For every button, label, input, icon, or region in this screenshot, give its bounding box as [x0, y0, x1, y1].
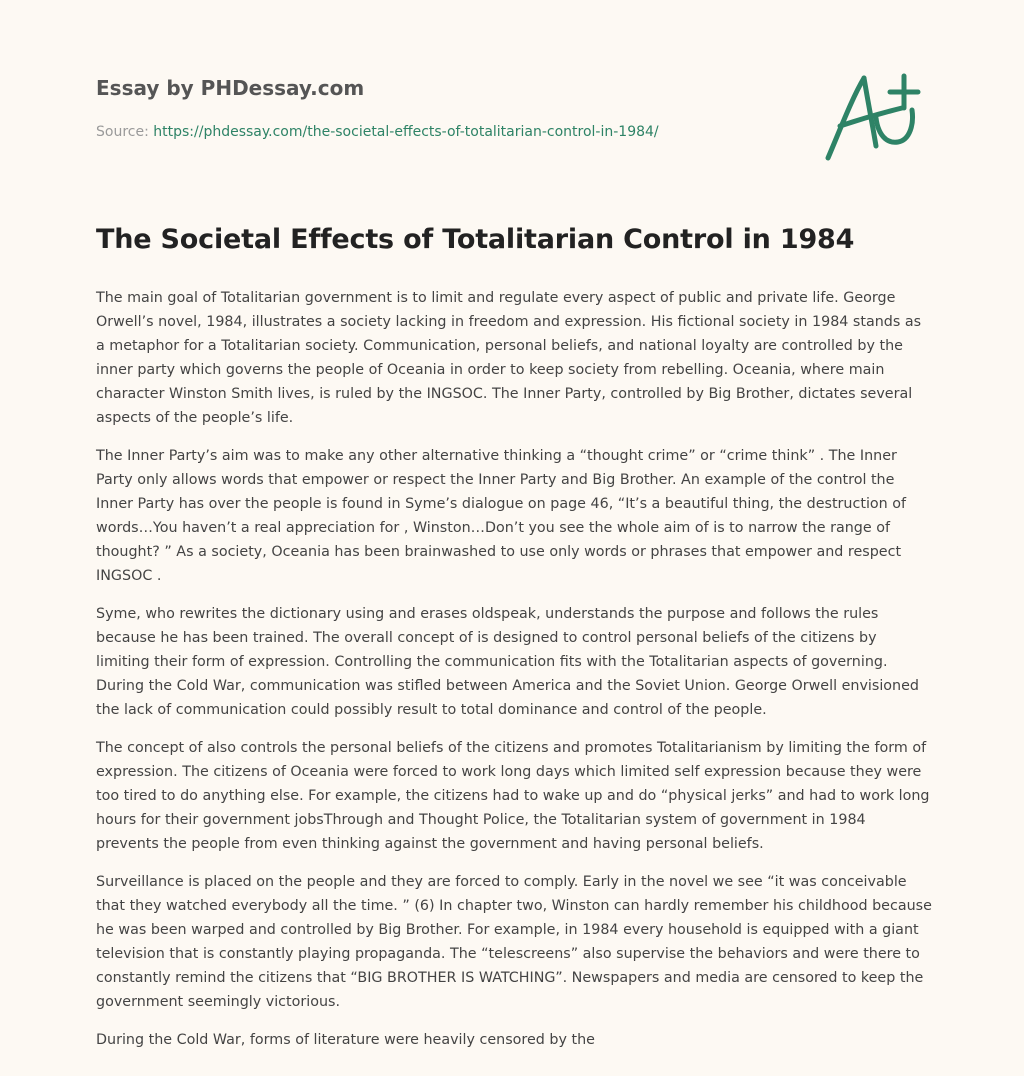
source-line — [96, 124, 659, 140]
essay-paragraph: The Inner Party’s aim was to make any other alternative thinking a “thought crime” or “crime think” . The Inner Party only allows words that empower or respect the Inner Party and Big Brother. An example of the control the Inner Party has over the people is found in Syme’s dialogue on page 46, “It’s a beautiful thing, the destruction of words…You haven’t a real appreciation for , Winston…Don’t you see the whole aim of is to narrow the range of thought? ” As a society, Oceania has been brainwashed to use only words or phrases that empower and respect INGSOC . — [96, 448, 907, 584]
source-label: Source: — [96, 124, 149, 140]
essay-paragraph: During the Cold War, forms of literature were heavily censored by the — [96, 1032, 595, 1048]
essay-paragraph: The main goal of Totalitarian government is to limit and regulate every aspect of public and private life. George Orwell’s novel, 1984, illustrates a society lacking in freedom and expression. His fictional society in 1984 stands as a metaphor for a Totalitarian society. Communication, personal beliefs, and national loyalty are controlled by the inner party which governs the people of Oceania in order to keep society from rebelling. Oceania, where main character Winston Smith lives, is ruled by the INGSOC. The Inner Party, controlled by Big Brother, dictates several aspects of the people’s life. — [96, 290, 922, 426]
essay-body — [96, 286, 932, 1066]
source-link[interactable]: https://phdessay.com/the-societal-effects-of-totalitarian-control-in-1984/ — [153, 124, 659, 140]
a-plus-grade-icon — [818, 64, 930, 168]
essay-title: The Societal Effects of Totalitarian Control in 1984 — [96, 224, 855, 255]
essay-paragraph: Syme, who rewrites the dictionary using and erases oldspeak, understands the purpose and follows the rules because he has been trained. The overall concept of is designed to control personal beliefs of the citizens by limiting their form of expression. Controlling the communication fits with the Totalitarian aspects of governing. During the Cold War, communication was stifled between America and the Soviet Union. George Orwell envisioned the lack of communication could possibly result to total dominance and control of the people. — [96, 606, 919, 718]
a-plus-logo — [818, 64, 930, 168]
site-brand: Essay by PHDessay.com — [96, 76, 365, 100]
essay-paragraph: The concept of also controls the personal beliefs of the citizens and promotes Totalitarianism by limiting the form of expression. The citizens of Oceania were forced to work long days which limited self expression because they were too tired to do anything else. For example, the citizens had to wake up and do “physical jerks” and had to work long hours for their government jobsThrough and Thought Police, the Totalitarian system of government in 1984 prevents the people from even thinking against the government and having personal beliefs. — [96, 740, 930, 852]
essay-paragraph: Surveillance is placed on the people and they are forced to comply. Early in the novel we see “it was conceivable that they watched everybody all the time. ” (6) In chapter two, Winston can hardly remember his childhood because he was been warped and controlled by Big Brother. For example, in 1984 every household is equipped with a giant television that is constantly playing propaganda. The “telescreens” also supervise the behaviors and were there to constantly remind the citizens that “BIG BROTHER IS WATCHING”. Newspapers and media are censored to keep the government seemingly victorious. — [96, 874, 932, 1010]
